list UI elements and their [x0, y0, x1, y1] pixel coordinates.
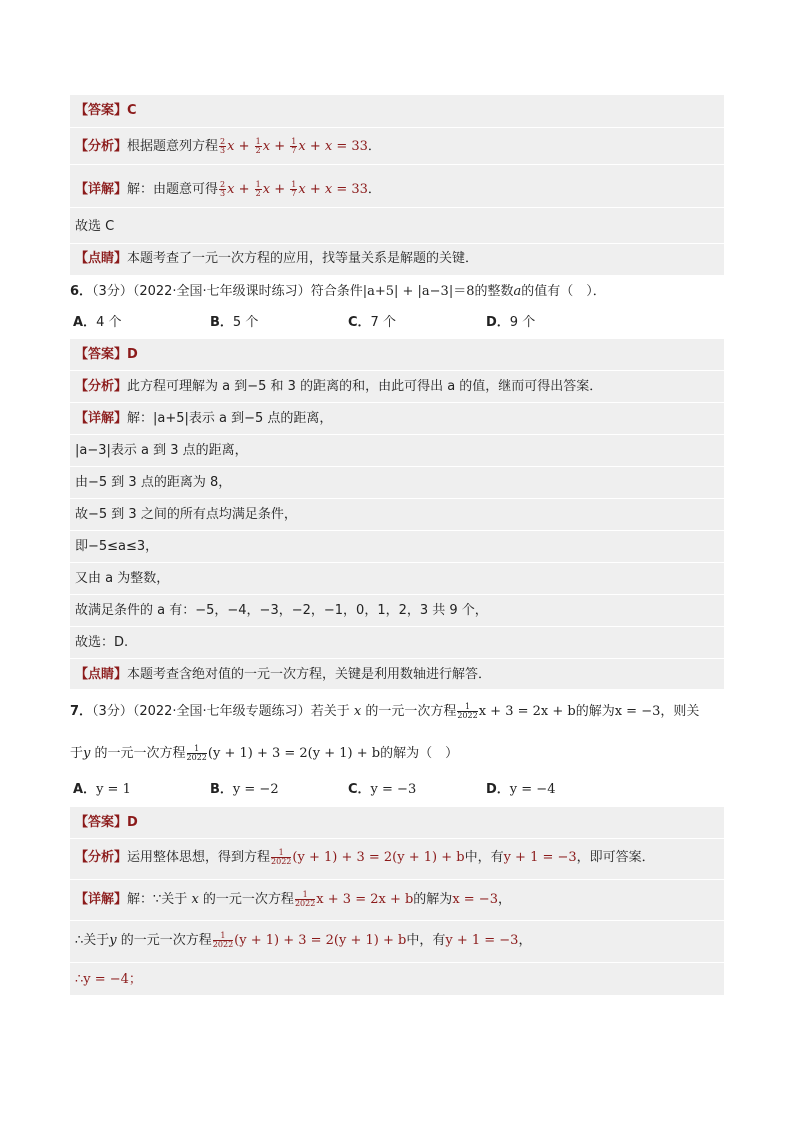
q6-detail-line: |a−3|表示 a 到 3 点的距离， — [75, 443, 248, 458]
q6-option-d[interactable]: D．9 个 — [486, 315, 536, 330]
q6-detail-line: 故−5 到 3 之间的所有点均满足条件， — [75, 507, 297, 522]
analysis-text: 根据题意列方程 — [127, 139, 219, 154]
divider — [70, 594, 724, 595]
q7-stem-line1: 7．（3分）（2022·全国·七年级专题练习）若关于 x 的一元一次方程 $\frac{1}{2022}$ x + 3 = 2x + b的解为x = −3，则关 — [70, 702, 700, 720]
answer-tag: 【答案】 — [75, 103, 128, 118]
q7-option-c[interactable]: C．y = −3 — [348, 782, 417, 797]
equation: $\frac{2}{3}$ x + $\frac{1}{2}$ x + $\frac{1}{7}$ x + x = 33 — [220, 180, 368, 198]
q6-option-a[interactable]: A．4 个 — [73, 315, 122, 330]
equation: $\frac{2}{3}$ x + $\frac{1}{2}$ x + $\frac{1}{7}$ x + x = 33 — [220, 137, 368, 155]
q6-stem: 6．（3分）（2022·全国·七年级课时练习）符合条件|a+5| + |a−3|＝8的整数a的值有（ ）． — [70, 284, 606, 299]
comment-text: 本题考查了一元一次方程的应用，找等量关系是解题的关键． — [127, 251, 479, 266]
q7-option-a[interactable]: A．y = 1 — [73, 782, 131, 797]
divider — [70, 434, 724, 435]
q7-analysis: 【分析】运用整体思想，得到方程 $\frac{1}{2022}$ (y + 1) + 3 = 2(y + 1) + b中，有y + 1 = −3，即可答案． — [75, 848, 655, 866]
divider — [70, 658, 724, 659]
divider — [70, 562, 724, 563]
divider — [70, 127, 724, 128]
q5-analysis: 【分析】根据题意列方程 $\frac{2}{3}$ x + $\frac{1}{2}$ x + $\frac{1}{7}$ x + x = 33． — [75, 137, 381, 155]
comment-tag: 【点睛】 — [75, 251, 128, 266]
q6-detail-line: 又由 a 为整数， — [75, 571, 170, 586]
divider — [70, 920, 724, 921]
q7-option-b[interactable]: B．y = −2 — [210, 782, 279, 797]
q6-detail-line: 故满足条件的 a 有：−5，−4，−3，−2，−1，0，1，2，3 共 9 个， — [75, 603, 488, 618]
divider — [70, 879, 724, 880]
q7-detail-line: ∴y = −4； — [75, 972, 142, 987]
divider — [70, 498, 724, 499]
divider — [70, 207, 724, 208]
q6-detail-line: 由−5 到 3 点的距离为 8， — [75, 475, 232, 490]
divider — [70, 530, 724, 531]
divider — [70, 962, 724, 963]
detail-text: 解：由题意可得 — [127, 182, 219, 197]
divider — [70, 838, 724, 839]
q7-stem-line2: 于y 的一元一次方程 $\frac{1}{2022}$ (y + 1) + 3 = 2(y + 1) + b的解为（ ） — [70, 744, 459, 762]
divider — [70, 164, 724, 165]
q6-detail-line: 即−5≤a≤3， — [75, 539, 159, 554]
detail-tag: 【详解】 — [75, 182, 128, 197]
q6-detail-line: 故选：D. — [75, 635, 129, 650]
q5-choose: 故选 C — [75, 219, 115, 234]
q7-detail-line: 【详解】解：∵关于 x 的一元一次方程 $\frac{1}{2022}$ x + 3 = 2x + b的解为x = −3， — [75, 890, 511, 908]
q5-comment — [70, 250, 724, 268]
q6-detail-line: 【详解】解：|a+5|表示 a 到−5 点的距离， — [75, 411, 333, 426]
q7-option-d[interactable]: D．y = −4 — [486, 782, 556, 797]
q6-answer: 【答案】D — [75, 347, 138, 362]
q6-option-b[interactable]: B．5 个 — [210, 315, 259, 330]
divider — [70, 466, 724, 467]
divider — [70, 370, 724, 371]
q5-detail: 【详解】解：由题意可得 $\frac{2}{3}$ x + $\frac{1}{2}$ x + $\frac{1}{7}$ x + x = 33． — [75, 180, 381, 198]
divider — [70, 243, 724, 244]
analysis-tag: 【分析】 — [75, 139, 128, 154]
q6-analysis: 【分析】此方程可理解为 a 到−5 和 3 的距离的和，由此可得出 a 的值，继而可得出答案． — [75, 379, 603, 394]
q7-answer: 【答案】D — [75, 815, 138, 830]
q7-detail-line: ∴关于y 的一元一次方程 $\frac{1}{2022}$ (y + 1) + 3 = 2(y + 1) + b中，有y + 1 = −3， — [75, 931, 532, 949]
q5-answer — [70, 102, 724, 120]
answer-value: C — [127, 103, 137, 118]
q6-option-c[interactable]: C．7 个 — [348, 315, 396, 330]
divider — [70, 402, 724, 403]
q6-comment: 【点睛】本题考查含绝对值的一元一次方程，关键是利用数轴进行解答． — [75, 667, 492, 682]
divider — [70, 626, 724, 627]
